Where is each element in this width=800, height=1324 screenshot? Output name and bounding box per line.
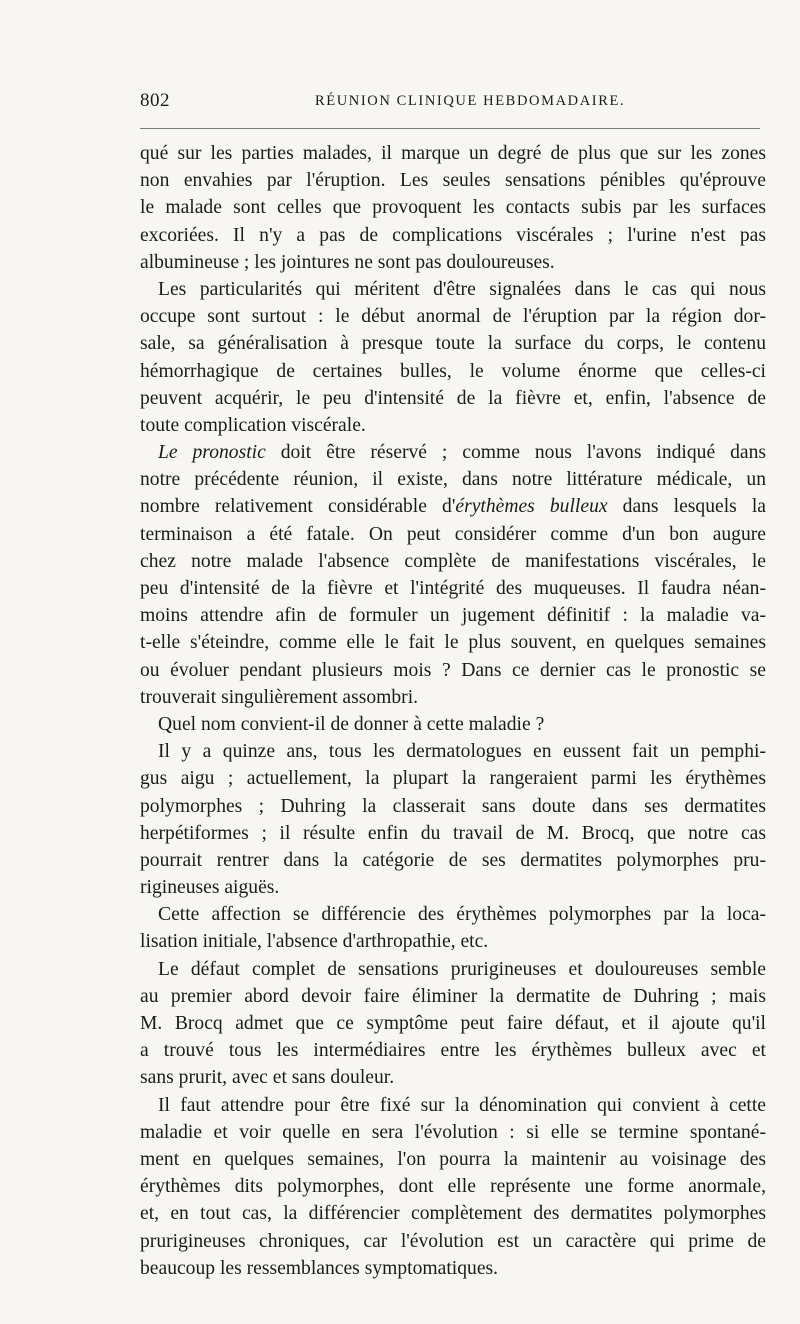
text-run: doit être réservé ; comme nous l'avons indiqué dans [265,442,766,464]
text-line: a trouvé tous les intermédiaires entre les érythèmes bulleux avec et [140,1040,766,1062]
text-line: rigineuses aiguës. [140,877,280,899]
text-line: beaucoup les ressemblances symptomatiques. [140,1257,499,1279]
text-run: nombre relativement considérable d' [140,496,456,518]
text-line: moins attendre afin de formuler un jugement définitif : la maladie va- [140,605,766,627]
text-line-erythemes [140,493,766,520]
text-line: M. Brocq admet que ce symptôme peut faire défaut, et il ajoute qu'il [140,1013,766,1034]
page-number: 802 [140,90,170,111]
text-line: occupe sont surtout : le début anormal de l'éruption par la région dor- [140,306,766,328]
text-line: trouverait singulièrement assombri. [140,686,419,708]
text-line: Il y a quinze ans, tous les dermatologues en eussent fait un pemphi- [158,741,766,763]
text-line: herpétiformes ; il résulte enfin du travail de M. Brocq, que notre cas [140,822,766,844]
text-line: excoriées. Il n'y a pas de complications viscérales ; l'urine n'est pas [140,224,766,246]
text-line: prurigineuses chroniques, car l'évolution est un caractère qui prime de [140,1230,766,1252]
text-line: peu d'intensité de la fièvre et l'intégrité des muqueuses. Il faudra néan- [140,578,766,599]
running-title: RÉUNION CLINIQUE HEBDOMADAIRE. [315,93,626,109]
text-line: lisation initiale, l'absence d'arthropathie, etc. [140,931,489,953]
italic-phrase: Le pronostic [158,442,266,464]
text-line: hémorrhagique de certaines bulles, le volume énorme que celles-ci [140,360,766,382]
text-line: Le défaut complet de sensations prurigineuses et douloureuses semble [158,958,766,980]
text-line: toute complication viscérale. [140,414,366,436]
italic-phrase: érythèmes bulleux [455,496,608,518]
body-text [140,140,766,1282]
text-run: dans lesquels la [607,496,766,518]
text-line: Les particularités qui méritent d'être signalées dans le cas qui nous [158,278,766,300]
text-line: terminaison a été fatale. On peut considérer comme d'un bon augure [140,523,766,545]
text-line: peuvent acquérir, le peu d'intensité de la fièvre et, enfin, l'absence de [140,387,766,409]
text-line: et, en tout cas, la différencier complètement des dermatites polymorphes [140,1203,766,1225]
text-line: érythèmes dits polymorphes, dont elle représente une forme anormale, [140,1176,766,1198]
header-rule [140,128,760,129]
text-line: ment en quelques semaines, l'on pourra la maintenir au voisinage des [140,1148,766,1170]
text-line: gus aigu ; actuellement, la plupart la rangeraient parmi les érythèmes [140,768,766,790]
text-line: Cette affection se différencie des érythèmes polymorphes par la loca- [158,904,766,926]
text-line: chez notre malade l'absence complète de manifestations viscérales, le [140,550,766,572]
text-line: albumineuse ; les jointures ne sont pas douloureuses. [140,251,555,273]
text-line: pourrait rentrer dans la catégorie de ses dermatites polymorphes pru- [140,849,766,871]
text-line: t-elle s'éteindre, comme elle le fait le plus souvent, en quelques semaines [140,632,766,654]
text-line: ou évoluer pendant plusieurs mois ? Dans ce dernier cas le pronostic se [140,659,766,681]
text-line: Quel nom convient-il de donner à cette maladie ? [158,713,545,735]
text-line: sale, sa généralisation à presque toute la surface du corps, le contenu [140,333,766,355]
text-line: maladie et voir quelle en sera l'évolution : si elle se termine spontané- [140,1121,766,1143]
text-line: sans prurit, avec et sans douleur. [140,1067,395,1089]
text-line: Il faut attendre pour être fixé sur la dénomination qui convient à cette [158,1094,766,1116]
text-line: polymorphes ; Duhring la classerait sans doute dans ses dermatites [140,795,766,817]
text-line: non envahies par l'éruption. Les seules sensations pénibles qu'éprouve [140,170,766,192]
text-line-pronostic [140,439,766,466]
text-line: qué sur les parties malades, il marque un degré de plus que sur les zones [140,143,766,164]
text-line: au premier abord devoir faire éliminer la dermatite de Duhring ; mais [140,985,766,1007]
text-line: notre précédente réunion, il existe, dans notre littérature médicale, un [140,469,766,491]
text-line: le malade sont celles que provoquent les contacts subis par les surfaces [140,197,766,219]
